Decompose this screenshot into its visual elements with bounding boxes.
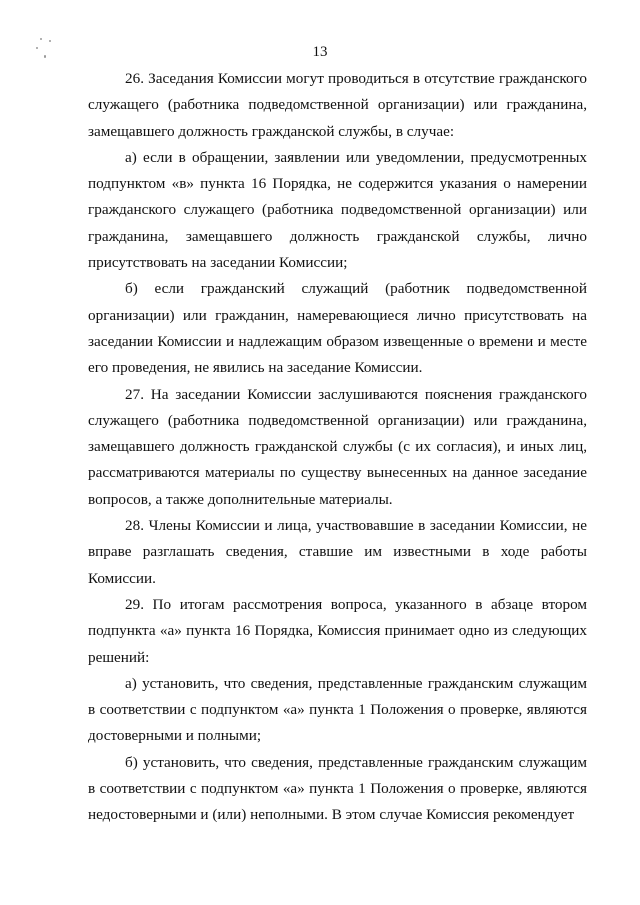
paragraph-27: 27. На заседании Комиссии заслушиваются пояснения гражданского служащего (работника подведомственной организации) или гражданина, замещавшего должность гражданской службы (с их согласия), и иных лиц, рассматриваются материалы по существу вынесенных на данное заседание вопросов, а также дополнительные материалы. [88, 385, 587, 508]
paragraph-29: 29. По итогам рассмотрения вопроса, указанного в абзаце втором подпункта «а» пункта 16 Порядка, Комиссия принимает одно из следующих решений: [88, 595, 587, 666]
paragraph-26-a: а) если в обращении, заявлении или уведомлении, предусмотренных подпунктом «в» пункта 16 Порядка, не содержится указания о намерении гражданского служащего (работника подведомственной организации) или гражданина, замещавшего должность гражданской службы, лично присутствовать на заседании Комиссии; [88, 148, 587, 272]
paragraph-26-b: б) если гражданский служащий (работник подведомственной организации) или гражданин, намеревающиеся лично присутствовать на заседании Комиссии и надлежащим образом извещенные о времени и месте его проведения, не явились на заседание Комиссии. [88, 280, 587, 377]
document-body [88, 66, 587, 829]
paragraph-29-a: а) установить, что сведения, представленные гражданским служащим в соответствии с подпунктом «а» пункта 1 Положения о проверке, являются достоверными и полными; [88, 674, 587, 745]
paragraph-29-b: б) установить, что сведения, представленные гражданским служащим в соответствии с подпунктом «а» пункта 1 Положения о проверке, являются недостоверными и (или) неполными. В этом случае Комиссия рекомендует [88, 753, 587, 824]
paragraph-28: 28. Члены Комиссии и лица, участвовавшие в заседании Комиссии, не вправе разглашать сведения, ставшие им известными в ходе работы Комиссии. [88, 517, 587, 587]
scan-artifact [49, 40, 51, 42]
page-number: 13 [312, 44, 328, 60]
scan-artifact [40, 38, 42, 40]
paragraph-26: 26. Заседания Комиссии могут проводиться в отсутствие гражданского служащего (работника подведомственной организации) или гражданина, замещавшего должность гражданской службы, в случае: [88, 70, 587, 140]
